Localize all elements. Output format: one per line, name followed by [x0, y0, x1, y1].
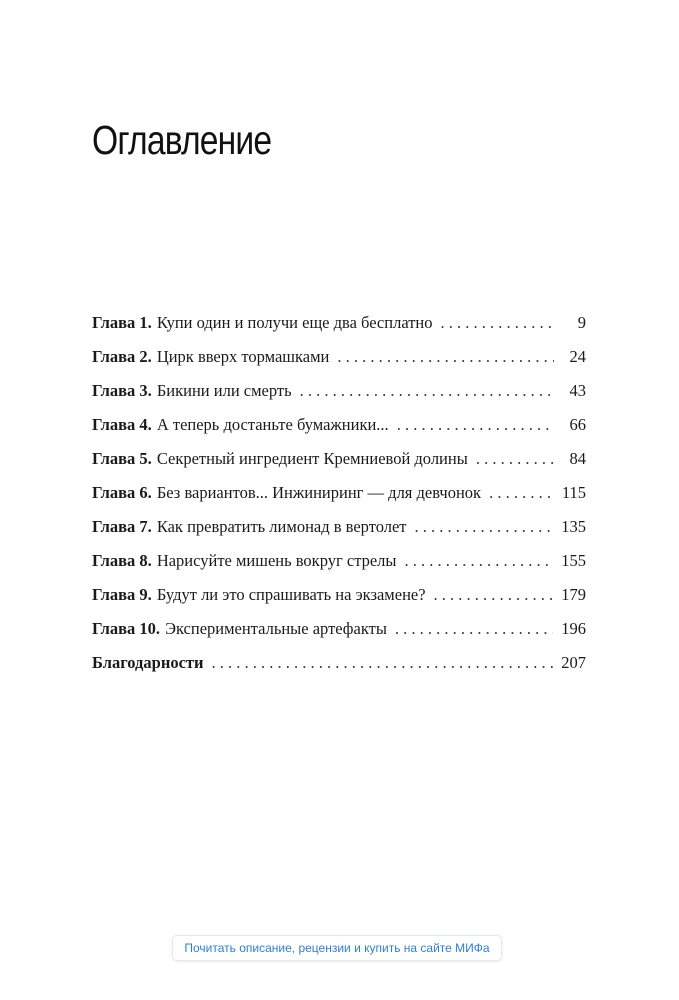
toc-entry-page: 155 [561, 551, 586, 570]
toc-entry-label: Глава 10. [92, 619, 161, 638]
toc-entry-acknowledgements[interactable] [92, 653, 586, 687]
toc-entry-label: Глава 3. [92, 381, 152, 400]
toc-entry-page: 135 [561, 517, 586, 536]
dot-leader [476, 449, 554, 469]
toc-entry-label: Глава 4. [92, 415, 152, 434]
toc-entry-label: Глава 6. [92, 483, 152, 502]
toc-entry-chapter-5[interactable] [92, 449, 586, 483]
toc-entry-title: Экспериментальные артефакты [165, 619, 387, 638]
toc-entry-title: Без вариантов... Инжиниринг — для девчонок [156, 483, 482, 502]
toc-entry-title: Будут ли это спрашивать на экзамене? [156, 585, 426, 604]
toc-entry-page: 66 [569, 415, 586, 434]
toc-entry-title: Бикини или смерть [156, 381, 292, 400]
dot-leader [415, 517, 554, 537]
toc-entry-chapter-1[interactable] [92, 313, 586, 347]
toc-entry-chapter-9[interactable] [92, 585, 586, 619]
page-title: Оглавление [92, 117, 272, 163]
dot-leader [405, 551, 554, 571]
toc-entry-chapter-3[interactable] [92, 381, 586, 415]
dot-leader [489, 483, 554, 503]
toc-entry-page: 43 [569, 381, 586, 400]
dot-leader [300, 381, 554, 401]
toc-entry-title: Нарисуйте мишень вокруг стрелы [156, 551, 397, 570]
toc-entry-chapter-4[interactable] [92, 415, 586, 449]
toc-entry-page: 9 [577, 313, 586, 332]
toc-entry-label: Глава 1. [92, 313, 152, 332]
toc-entry-label: Глава 7. [92, 517, 152, 536]
toc-entry-title: Как превратить лимонад в вертолет [156, 517, 407, 536]
toc-entry-page: 115 [561, 483, 586, 502]
dot-leader [397, 415, 554, 435]
toc-entry-label: Глава 9. [92, 585, 152, 604]
toc-entry-chapter-10[interactable] [92, 619, 586, 653]
toc-entry-title: Секретный ингредиент Кремниевой долины [156, 449, 468, 468]
toc-entry-label: Глава 5. [92, 449, 152, 468]
shop-link-button[interactable]: Почитать описание, рецензии и купить на сайте МИФа [172, 935, 502, 961]
toc-entry-chapter-8[interactable] [92, 551, 586, 585]
toc-entry-chapter-2[interactable] [92, 347, 586, 381]
toc-entry-label: Глава 8. [92, 551, 152, 570]
dot-leader [337, 347, 554, 367]
toc-entry-page: 207 [561, 653, 586, 672]
toc-entry-chapter-7[interactable] [92, 517, 586, 551]
dot-leader [434, 585, 554, 605]
dot-leader [441, 313, 554, 333]
dot-leader [395, 619, 553, 639]
toc-entry-title: Цирк вверх тормашками [156, 347, 330, 366]
toc-entry-label: Глава 2. [92, 347, 152, 366]
toc-entry-title: А теперь достаньте бумажники... [156, 415, 389, 434]
table-of-contents [92, 313, 586, 687]
toc-entry-page: 84 [569, 449, 586, 468]
toc-entry-title: Купи один и получи еще два бесплатно [156, 313, 433, 332]
toc-entry-label: Благодарности [92, 653, 204, 672]
toc-entry-chapter-6[interactable] [92, 483, 586, 517]
toc-entry-page: 196 [561, 619, 586, 638]
toc-entry-page: 24 [569, 347, 586, 366]
toc-entry-page: 179 [561, 585, 586, 604]
dot-leader [212, 653, 554, 673]
